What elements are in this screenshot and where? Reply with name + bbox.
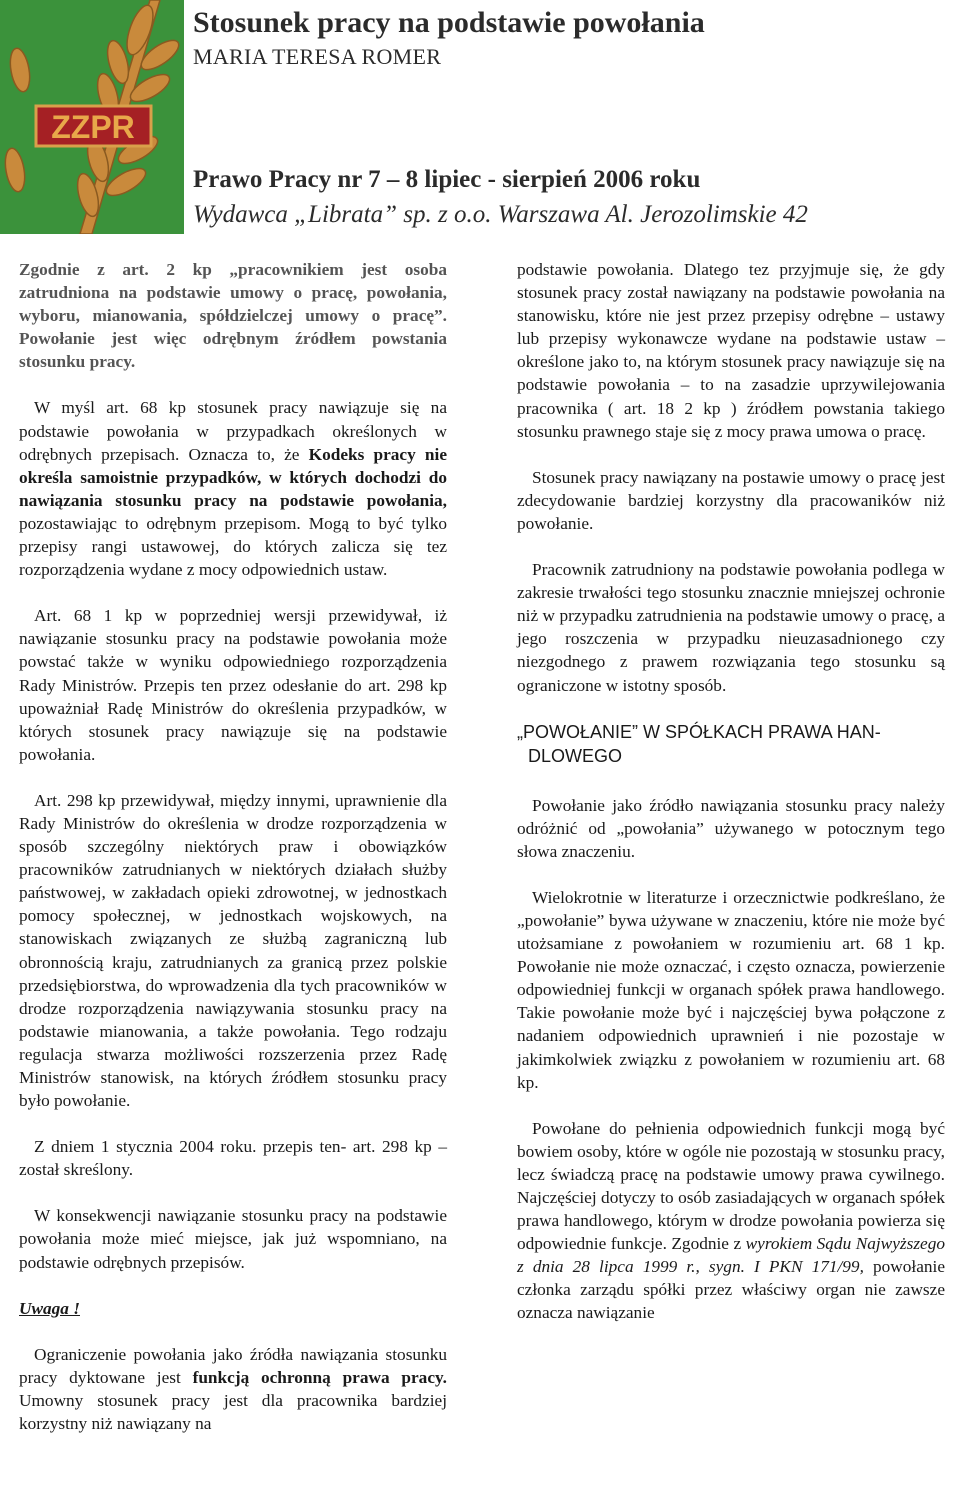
author: MARIA TERESA ROMER — [193, 44, 442, 69]
right-column — [517, 258, 945, 1348]
page-title: Stosunek pracy na podstawie powołania — [193, 6, 705, 39]
paragraph — [19, 1343, 447, 1435]
journal-info: Prawo Pracy nr 7 – 8 lipiec - sierpień 2006 roku — [193, 166, 701, 193]
text: Powołane do pełnienia odpowiednich funkcji mogą być bowiem osoby, które w ogóle nie pozostają w stosunku pracy, lecz świadczą pracę na podstawie umowy prawa cywilnego. Najczęściej dotyczy to osób zasiadających w organach spółek prawa handlowego, którym w drodze powołania powierza się odpowiednie funkcje. Zgodnie z — [517, 1118, 945, 1254]
text: Ograniczenie powołania jako źródła nawiązania stosunku pracy dyktowane jest — [19, 1344, 447, 1387]
paragraph: Art. 68 1 kp w poprzedniej wersji przewidywał, iż nawiązanie stosunku pracy na podstawie powołania może powstać także w wyniku odpowiedniego rozporządzenia Rady Ministrów. Przepis ten przez odesłanie do art. 298 kp upoważniał Radę Ministrów do określenia przypadków, w których stosunek pracy nawiązuje się na podstawie powołania. — [19, 606, 447, 764]
left-column — [19, 258, 447, 1458]
paragraph — [517, 1117, 945, 1325]
paragraph: Stosunek pracy nawiązany na postawie umowy o pracę jest zdecydowanie bardziej korzystny dla pracowaników niż powołanie. — [517, 467, 945, 533]
bold-text: Kodeks pracy nie określa samoistnie przypadków, w których dochodzi do nawiązania stosunku pracy na podstawie powołania, — [19, 444, 447, 510]
paragraph: Z dniem 1 stycznia 2004 roku. przepis ten- art. 298 kp – został skreślony. — [19, 1137, 447, 1180]
text: Umowny stosunek pracy jest dla pracownika bardziej korzystny niż nawiązany na — [19, 1390, 447, 1434]
wheat-icon — [0, 0, 184, 234]
text: powołanie członka zarządu spółki przez właściwy organ nie zawsze oznacza nawiązanie — [517, 1257, 945, 1323]
text: pozostawiając to odrębnym przepisom. Mogą to być tylko przepisy rangi ustawowej, do których zalicza się tez rozporządzenia wydane z mocy odpowiednich ustaw. — [19, 513, 447, 580]
paragraph: Art. 298 kp przewidywał, między innymi, uprawnienie dla Rady Ministrów do określenia w drodze rozporządzenia w sposób szczególny niektórych praw i obowiązków pracowników zatrudnianych w niektórych działach służby państwowej, w zakładach opieki zdrowotnej, w jednostkach pomocy społecznej, w jednostkach wojskowych, na stanowiskach związanych ze służbą zagraniczną lub obronnością kraju, zatrudnianych za granicą przez polskie przedsiębiorstwa, do wprowadzenia dla tych pracowników w drodze rozporządzenia nawiązywania stosunku pracy na podstawie mianowania, a także powołania. Tego rodzaju regulacja stwarza możliwości rozszerzenia przez Radę Ministrów stanowisk, na których źródłem stosunku pracy było powołanie. — [19, 790, 447, 1111]
lead-paragraph: Zgodnie z art. 2 kp „pracownikiem jest osoba zatrudniona na podstawie umowy o pracę, powołania, wyboru, mianowania, spółdzielczej umowy o pracę”. Powołanie jest więc odrębnym źródłem powstania stosunku pracy. — [19, 260, 447, 372]
section-heading-line: „POWOŁANIE” W SPÓŁKACH PRAWA HAN- — [517, 721, 881, 742]
section-heading — [517, 720, 945, 768]
italic-text: wyrokiem Sądu Najwyższego z dnia 28 lipca 1999 r., sygn. I PKN 171/99, — [517, 1234, 945, 1277]
paragraph: Powołanie jako źródło nawiązania stosunku pracy należy odróżnić od „powołania” używanego w potocznym tego słowa znaczeniu. — [517, 795, 945, 861]
bold-text: funkcją ochronną prawa pracy. — [192, 1367, 447, 1387]
paragraph — [19, 396, 447, 581]
publisher-info: Wydawca „Librata” sp. z o.o. Warszawa Al. Jerozolimskie 42 — [193, 201, 808, 228]
section-heading-line: DLOWEGO — [528, 745, 623, 766]
paragraph: Pracownik zatrudniony na podstawie powołania podlega w zakresie trwałości tego stosunku znacznie mniejszej ochronie niż w przypadku zatrudnienia na podstawie umowy o pracę, a jego roszczenia w przypadku nieuzasadnionego czy niezgodnego z prawem rozwiązania tego stosunku są ograniczone w istotny sposób. — [517, 560, 945, 695]
paragraph: W konsekwencji nawiązanie stosunku pracy na podstawie powołania może mieć miejsce, jak już wspomniano, na podstawie odrębnych przepisów. — [19, 1206, 447, 1272]
warning-label: Uwaga ! — [19, 1298, 80, 1318]
zzpr-logo — [0, 0, 184, 234]
text: W myśl art. 68 kp stosunek pracy nawiązuje się na podstawie powołania w przypadkach określonych w odrębnych przepisach. Oznacza to, że — [19, 398, 447, 464]
paragraph: podstawie powołania. Dlatego tez przyjmuje się, że gdy stosunek pracy został nawiązany na podstawie powołania na stanowisku, które nie jest przez przepisy odrębne – ustawy lub przepisy wykonawcze wydane na podstawie ustaw – określone jako to, na którym stosunek pracy nawiązuje się na podstawie powołania – to na zasadzie uprzywilejowania pracownika ( art. 18 2 kp ) źródłem powstania takiego stosunku prawnego staje się z mocy prawa umowa o pracę. — [517, 260, 945, 441]
paragraph: Wielokrotnie w literaturze i orzecznictwie podkreślano, że „powołanie” bywa używane w znaczeniu, które nie może być utożsamiane z powołaniem w rozumieniu art. 68 1 kp. Powołanie nie może oznaczać, i często oznacza, powierzenie odpowiedniej funkcji w organach spółek prawa handlowego. Takie powołanie może być i najczęściej bywa połączone z nadaniem odpowiednich uprawnień i nie pozostaje w jakimkolwiek związku z powołaniem w rozumieniu art. 68 kp. — [517, 887, 945, 1092]
logo-text: ZZPR — [51, 109, 135, 145]
